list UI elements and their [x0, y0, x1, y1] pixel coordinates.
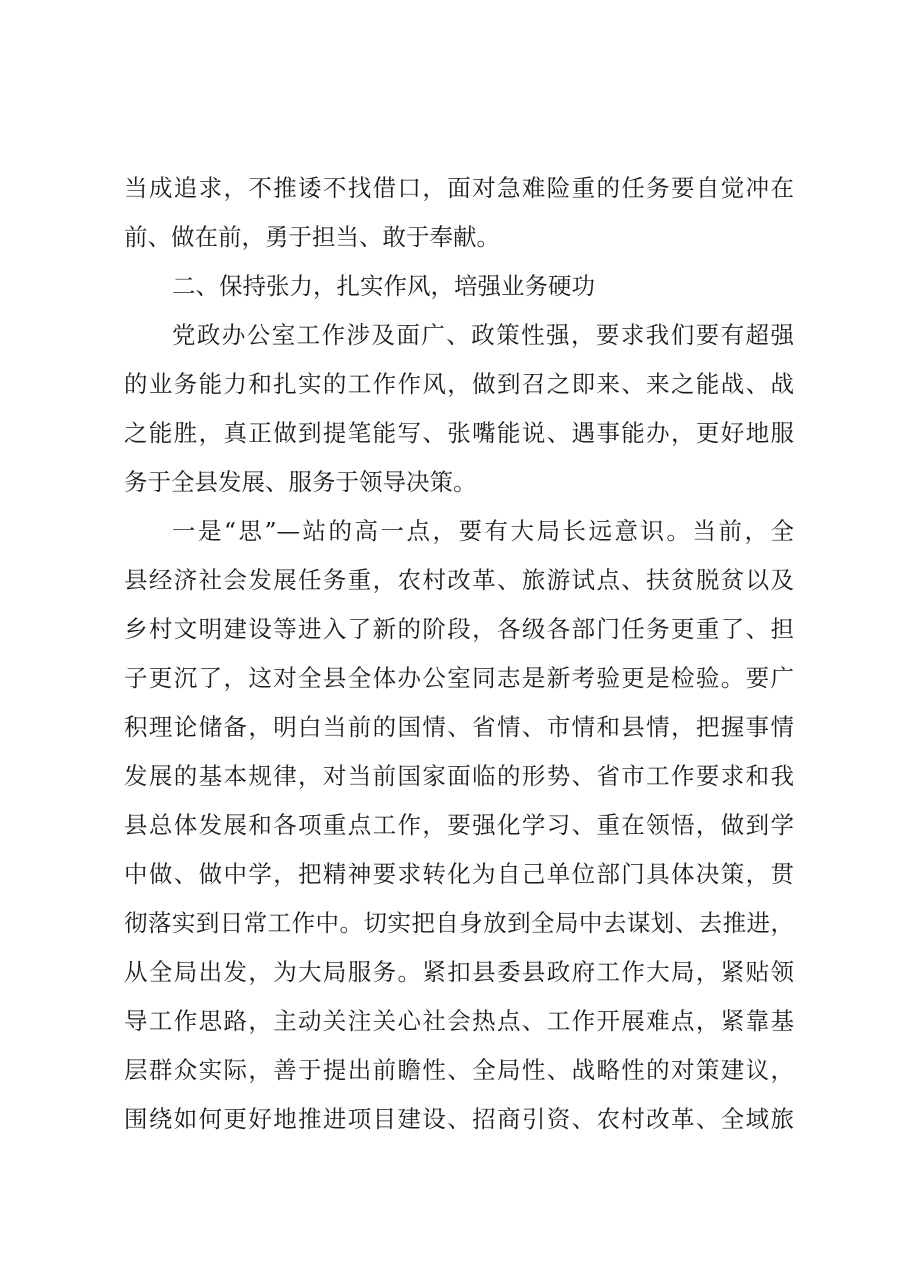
body-line: 积理论储备，明白当前的国情、省情、市情和县情，把握事情: [124, 713, 794, 741]
body-line: 县经济社会发展任务重，农村改革、旅游试点、扶贫脱贫以及: [124, 566, 794, 594]
body-line: 中做、做中学，把精神要求转化为自己单位部门具体决策，贯: [124, 860, 794, 888]
body-line: 子更沉了，这对全县全体办公室同志是新考验更是检验。要广: [124, 664, 794, 692]
body-line: 乡村文明建设等进入了新的阶段，各级各部门任务更重了、担: [124, 615, 794, 643]
body-line: 发展的基本规律，对当前国家面临的形势、省市工作要求和我: [124, 762, 794, 790]
document-body: [124, 164, 794, 1144]
body-line: 的业务能力和扎实的工作作风，做到召之即来、来之能战、战: [124, 370, 794, 398]
section-heading: 二、保持张力，扎实作风，培强业务硬功: [172, 272, 595, 300]
body-line: 导工作思路，主动关注关心社会热点、工作开展难点，紧靠基: [124, 1007, 794, 1035]
body-line: 党政办公室工作涉及面广、政策性强，要求我们要有超强: [172, 321, 794, 349]
body-line: 当成追求，不推诿不找借口，面对急难险重的任务要自觉冲在: [124, 174, 794, 202]
body-line: 一是“思”—站的高一点，要有大局长远意识。当前，全: [172, 517, 794, 545]
body-line: 务于全县发展、服务于领导决策。: [124, 468, 477, 496]
body-line: 县总体发展和各项重点工作，要强化学习、重在领悟，做到学: [124, 811, 794, 839]
body-line: 从全局出发，为大局服务。紧扣县委县政府工作大局，紧贴领: [124, 958, 794, 986]
body-line: 围绕如何更好地推进项目建设、招商引资、农村改革、全域旅: [124, 1105, 794, 1133]
body-line: 层群众实际，善于提出前瞻性、全局性、战略性的对策建议，: [124, 1056, 794, 1084]
body-line: 之能胜，真正做到提笔能写、张嘴能说、遇事能办，更好地服: [124, 419, 794, 447]
body-line: 前、做在前，勇于担当、敢于奉献。: [124, 223, 500, 251]
body-line: 彻落实到日常工作中。切实把自身放到全局中去谋划、去推进，: [124, 909, 794, 937]
